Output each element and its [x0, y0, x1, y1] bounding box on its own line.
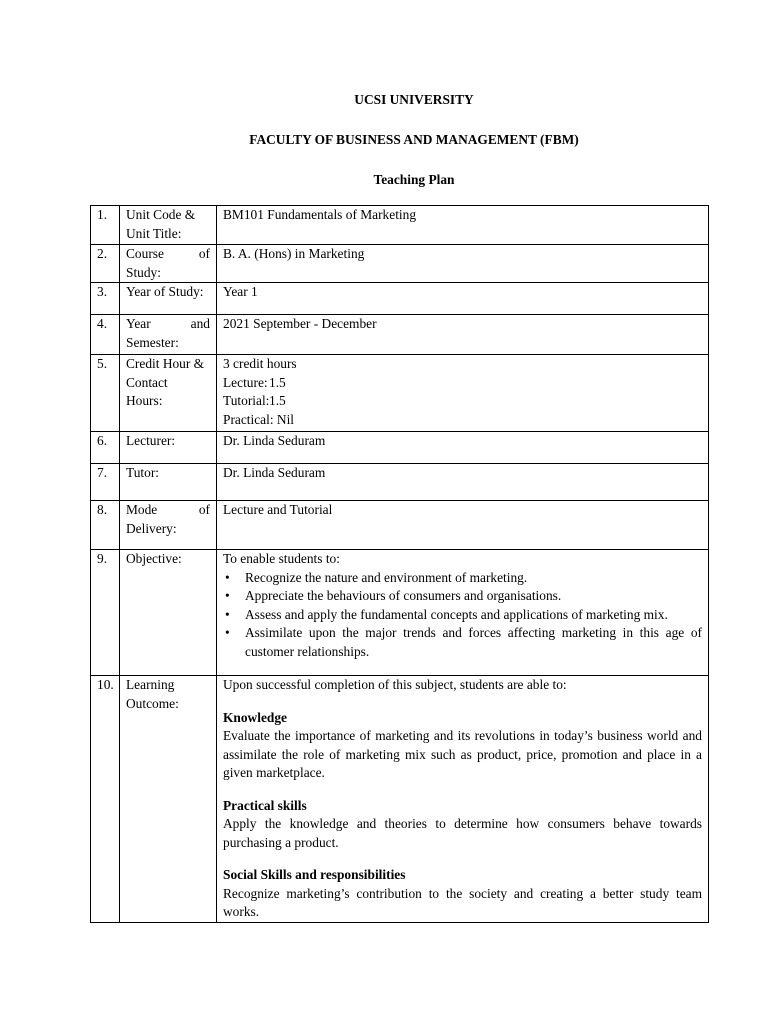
document-title: Teaching Plan [373, 172, 455, 187]
tutorial-key: Tutorial: [223, 393, 270, 408]
table-row [91, 315, 709, 355]
row-label: Objective: [120, 550, 217, 676]
objective-intro: To enable students to: [223, 551, 340, 566]
delivery-value: Lecture and Tutorial [217, 501, 709, 550]
teaching-plan-table [90, 205, 709, 923]
credit-hours-value [217, 355, 709, 432]
list-item: • Appreciate the behaviours of consumers and organisations. [223, 587, 702, 606]
label-line: Semester: [126, 334, 179, 350]
semester-value: 2021 September - December [217, 315, 709, 355]
row-number: 2. [91, 245, 120, 283]
table-row [91, 550, 709, 676]
tutorial-hours: 1.5 [269, 393, 286, 408]
row-label [120, 315, 217, 355]
label-line: Study: [126, 264, 161, 280]
row-number: 10. [91, 676, 120, 923]
table-row [91, 432, 709, 464]
label-line: Course of [126, 246, 210, 261]
objective-value [217, 550, 709, 676]
row-number: 7. [91, 464, 120, 501]
unit-title-value: BM101 Fundamentals of Marketing [217, 206, 709, 245]
label-line: Learning [126, 677, 175, 692]
row-number: 5. [91, 355, 120, 432]
faculty-name: FACULTY OF BUSINESS AND MANAGEMENT (FBM) [249, 132, 579, 147]
year-of-study-value: Year 1 [217, 283, 709, 315]
list-item: • Recognize the nature and environment of marketing. [223, 569, 702, 588]
label-line: Outcome: [126, 695, 179, 711]
row-number: 3. [91, 283, 120, 315]
row-number: 8. [91, 501, 120, 550]
table-row [91, 464, 709, 501]
label-line: Mode of [126, 502, 210, 517]
row-number: 1. [91, 206, 120, 245]
table-row [91, 206, 709, 245]
list-item: • Assimilate upon the major trends and forces affecting marketing in this age of customer relationships. [223, 624, 702, 661]
label-line: Hours: [126, 393, 163, 408]
credit-hours-text: 3 credit hours [223, 356, 297, 371]
knowledge-text: Evaluate the importance of marketing and its revolutions in today’s business world and assimilate the role of marketing mix such as product, price, promotion and place in a given marketplace. [223, 728, 702, 780]
practical-hours: Practical: Nil [223, 411, 295, 427]
table-row [91, 283, 709, 315]
social-skills-text: Recognize marketing’s contribution to the society and creating a better study team works. [223, 885, 702, 919]
table-row [91, 501, 709, 550]
objective-list [223, 569, 702, 662]
lecture-hours: 1.5 [269, 374, 286, 390]
tutor-value: Dr. Linda Seduram [217, 464, 709, 501]
practical-skills-title: Practical skills [223, 797, 307, 813]
table-row [91, 355, 709, 432]
practical-skills-text: Apply the knowledge and theories to determine how consumers behave towards purchasing a product. [223, 816, 702, 850]
lecture-key: Lecture: [223, 374, 268, 390]
row-label [120, 355, 217, 432]
row-label [120, 501, 217, 550]
course-value: B. A. (Hons) in Marketing [217, 245, 709, 283]
row-number: 6. [91, 432, 120, 464]
table-row [91, 245, 709, 283]
row-number: 4. [91, 315, 120, 355]
row-label [120, 206, 217, 245]
label-line: Contact [126, 374, 168, 390]
row-label [120, 245, 217, 283]
label-line: Unit Code & [126, 207, 196, 222]
list-item: • Assess and apply the fundamental concepts and applications of marketing mix. [223, 606, 702, 625]
row-number: 9. [91, 550, 120, 676]
row-label: Year of Study: [120, 283, 217, 315]
social-skills-title: Social Skills and responsibilities [223, 867, 406, 882]
table-row [91, 676, 709, 923]
label-line: Year and [126, 316, 210, 331]
outcome-intro: Upon successful completion of this subject, students are able to: [223, 677, 567, 692]
row-label [120, 676, 217, 923]
row-label: Lecturer: [120, 432, 217, 464]
lecturer-value: Dr. Linda Seduram [217, 432, 709, 464]
learning-outcome-value [217, 676, 709, 923]
label-line: Unit Title: [126, 225, 182, 241]
knowledge-title: Knowledge [223, 709, 287, 725]
label-line: Credit Hour & [126, 356, 205, 371]
row-label: Tutor: [120, 464, 217, 501]
label-line: Delivery: [126, 520, 177, 536]
university-name: UCSI UNIVERSITY [354, 92, 474, 107]
